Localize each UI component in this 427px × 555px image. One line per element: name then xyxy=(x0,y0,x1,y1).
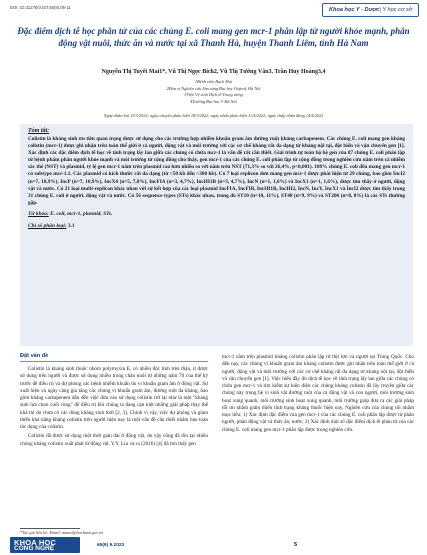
classification-value: 3.1 xyxy=(67,222,75,229)
section-rule xyxy=(20,361,208,362)
logo-line-2: CÔNG NGHỆ xyxy=(14,545,55,552)
affiliation-item: 3Viện Vệ sinh Dịch tễ Trung ương xyxy=(184,92,243,98)
body-column-left xyxy=(20,366,208,450)
author-list: Nguyễn Thị Tuyết Mai1*, Vũ Thị Ngọc Bích2, Vũ Thị Tường Vân3, Trần Huy Hoàng3,4 xyxy=(101,69,326,75)
article-title: Đặc điểm dịch tễ học phân tử của các chủng E. coli mang gen mcr-1 phân lập từ người khỏe mạnh, phân động vật nuôi, thức ăn và nước tại xã Thanh Hà, huyện Thanh Liêm, tỉnh Hà Nam xyxy=(17,26,410,48)
keywords-value: E. coli, mcr-1, plasmid, STs. xyxy=(50,210,113,217)
abstract-box xyxy=(20,124,413,346)
body-column-right xyxy=(222,354,414,436)
doi-text: DOI: 10.31276/VJST.65(9).05-11 xyxy=(10,5,71,10)
classification-label: Chỉ số phân loại: xyxy=(28,222,67,229)
footnote-rule xyxy=(20,528,80,529)
keywords-label: Từ khóa: xyxy=(28,210,49,217)
page-number: 5 xyxy=(294,542,298,548)
abstract-text: Colistin là kháng sinh ưu tiên quan trọng được sử dụng cho các trường hợp nhiễm khuẩn gram âm đường ruột kháng carbapenem. Các chủng E. coli mang gen kháng colistin (mcr-1) được ghi nhận trên toàn thế giới ở cả người, động vật và môi trường với các cơ chế kháng rất đa dạng từ kháng nội tại, đột biến và vận chuyển gen [1]. Xác định các đặc điểm dịch tễ học về tính trạng lây lan giữa các chủng có chứa mcr-1 là vấn đề rất cần thiết. Giải trình tự toàn bộ hệ gen của 87 chủng E. coli phân lập từ bệnh phẩm phân người khỏe mạnh và môi trường từ cộng đồng cho thấy, gen mcr-1 của các chủng E. coli phân lập từ cộng đồng trong nghiên cứu nằm trên cả nhiễm sắc thể (NST) và plasmid, tỷ lệ gen mcr-1 nằm trên plasmid cao hơn nhiều so với nằm trên NST (71,3% so với 26,4%, p<0,001). 100% chủng E. coli đều mang gen mcr-1 có subtype mcr-1.1. Các plasmid có kích thước rất đa dạng (từ <50 kb đến >300 kb). Có 7 loại replicon đơn mang gen mcr-1 được phát hiện từ 29 chủng, bao gồm IncI2 (n=7, 10,9%), IncP (n=7, 10,9%), IncX4 (n=5, 7,8%), IncFIA (n=3, 4,7%), IncHI1B (n=3, 4,7%), IncN (n=1, 1,6%) và IncX1 (n=1, 1,6%), được tìm thấy ở người, động vật và nước. Có 21 loại multi-replicon khác nhau với sự kết hợp của các loại plasmid IncFIA, IncFIB, IncHI1B, IncHI2, IncN, IncY, IncX1 và IncI2 được tìm thấy trong 31 chủng E. coli ở người, động vật và nước. Có 56 sequence types (STs) khác nhau, trong đó ST10 (n=10, 11%), ST48 (n=9, 9%) và ST206 (n=8, 8%) là các STs thường gặp. xyxy=(28,136,405,206)
affiliation-item: 4Trường Đại học Y Hà Nội xyxy=(190,98,237,104)
footnote: *Tác giả liên hệ: Email: nttmai@bachmai.gov.vn xyxy=(20,530,103,535)
affiliation-item: 2Đơn vị Nghiên cứu lâm sàng Đại học Oxford, Hà Nội xyxy=(166,85,261,91)
logo-line-1: KHOA HỌC xyxy=(14,538,57,547)
body-paragraph: Colistin đã được sử dụng một thời gian dài ở động vật, do vậy cũng đã tồn tại nhiều chủng kháng colistin xuất phát từ động vật. Y.Y. Liu và cs (2016) [4] đã tìm thấy gen xyxy=(20,433,208,447)
body-paragraph: mcr-1 nằm trên plasmid kháng colistin phân lập từ thịt lợn và người tại Trung Quốc. Cho đến nay, các chủng vi khuẩn gram âm kháng colistin được ghi nhận trên toàn thế giới ở cả người, động vật và môi trường với các cơ chế kháng rất đa dạng từ kháng nội tại, đột biến và vận chuyển gen [1]. Việc hiểu đầy đủ dịch tễ học về tính trạng lây lan giữa các chủng có chứa gen mcr-1 và tìm kiếm sự hiện diện các chủng kháng colistin đã lây truyền giữa các chủng này trong hệ vi sinh vật đường ruột của cả động vật và con người, môi trường sinh hoạt xung quanh, môi trường sinh hoạt xung quanh, môi trường giúp đưa ra các giải pháp tối ưu nhằm giảm thiểu tình trạng kháng thuốc hiện nay. Nghiên cứu của chúng tôi nhằm mục tiêu: 1) Xác định đặc điểm của gen mcr-1 của các chủng E. coli phân lập được từ phân người, phân động vật và thức ăn, nước; 2) Xác định một số đặc điểm dịch tễ phân tử của các chủng E. coli mang gen mcr-1 phân lập được trong nghiên cứu. xyxy=(222,354,414,433)
classification-line xyxy=(28,223,405,229)
section-tag xyxy=(322,3,419,17)
section-tag-main: Khoa học Y - Dược xyxy=(328,7,380,13)
page-header xyxy=(0,0,427,20)
section-heading: Đặt vấn đề xyxy=(20,353,49,359)
keywords-line xyxy=(28,211,405,217)
body-paragraph: Colistin là kháng sinh thuộc nhóm polymyxin E, có nhiều độc tính trên thận, ít được sử dụng trên người và được sử dụng nhiều trong chăn nuôi từ những năm 70 của thế kỷ trước để điều trị và dự phòng các bệnh nhiễm khuẩn do vi khuẩn gram âm ở động vật. Sự xuất hiện và ngày càng gia tăng các chủng vi khuẩn gram âm, đường ruột đa kháng, bao gồm kháng carbapenem dẫn đến việc đưa vào sử dụng colistin trở lại như là một "kháng sinh lựa chọn cuối cùng" để điều trị khi chúng ta đang cạn kiệt những giải pháp thay thế khả thi do chưa có các dòng kháng sinh mới [2, 3]. Chính vì vậy, việc dự phòng và giám thiểu khả năng kháng colistin trên người hiện nay là một vấn đề cần thiết nhằm bảo toàn tác dụng của colistin. xyxy=(20,366,208,430)
abstract-heading: Tóm tắt: xyxy=(28,128,50,134)
journal-logo xyxy=(10,537,80,553)
affiliation-list xyxy=(14,79,413,105)
affiliation-item: 1Bệnh viện Bạch Mai xyxy=(194,79,233,84)
section-tag-sub: | Y học cơ sở xyxy=(379,7,412,13)
issue-number: 65(9) 9.2023 xyxy=(97,543,125,548)
submission-dates: Ngày nhận bài 15/3/2022; ngày chuyển phản biện 18/3/2022; ngày nhận phản biện 11/4/2022; ngày chấp nhận đăng 14/4/2022 xyxy=(103,113,324,118)
